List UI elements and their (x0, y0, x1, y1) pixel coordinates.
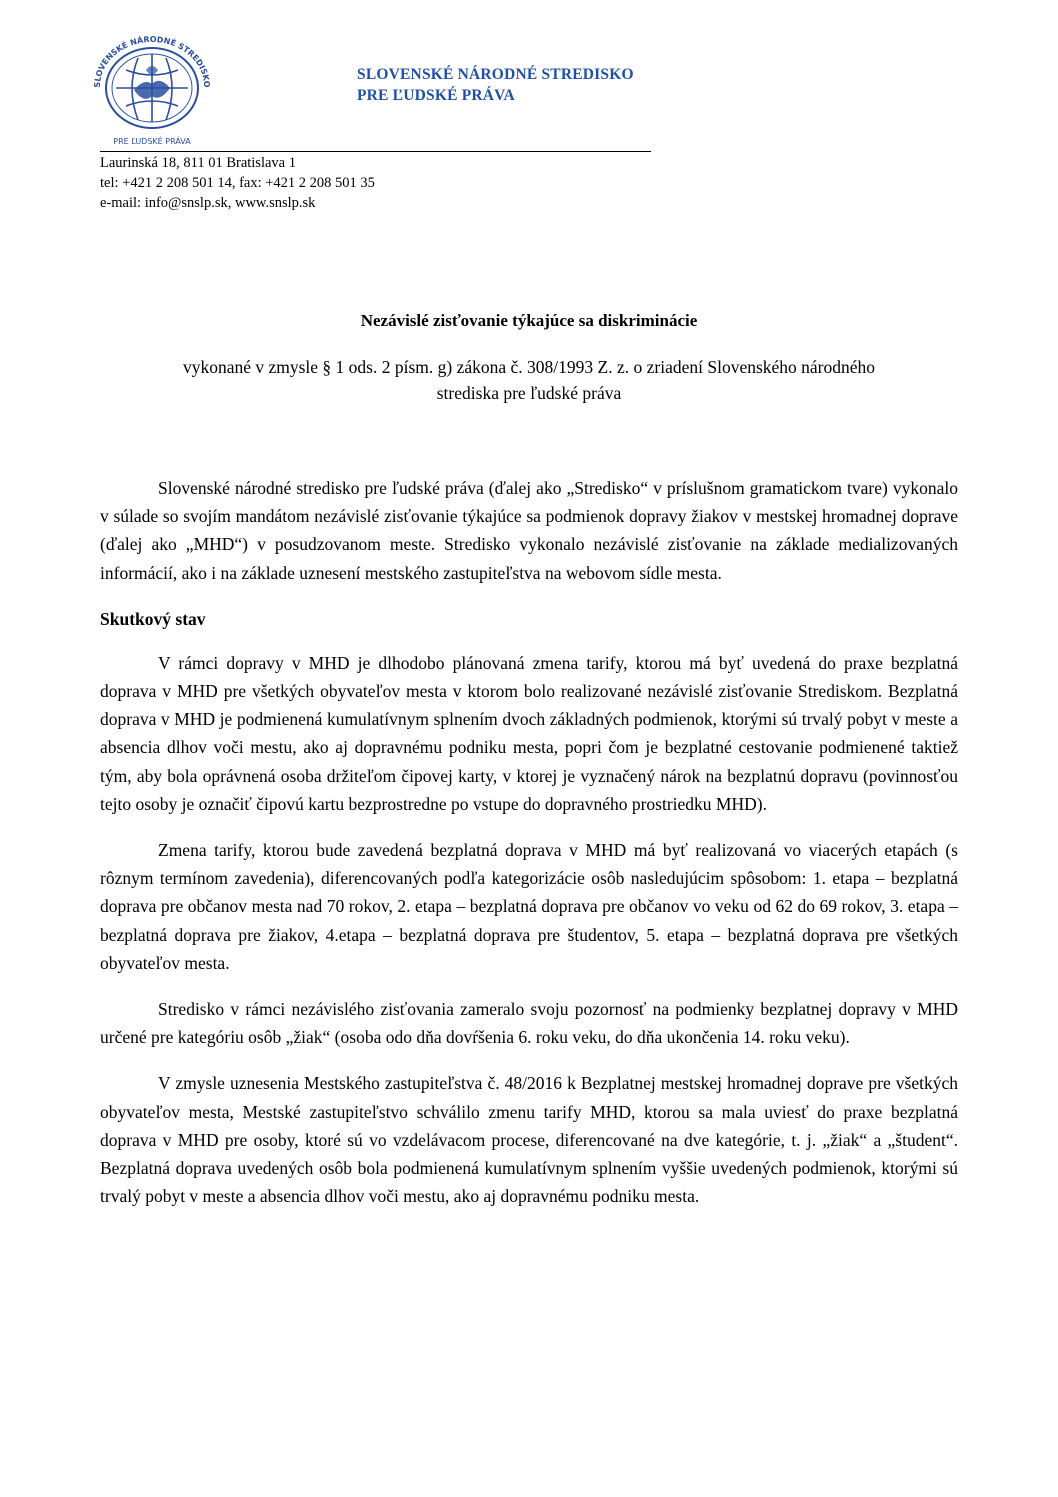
contact-email: e-mail: info@snslp.sk, www.snslp.sk (100, 195, 316, 211)
snslp-logo-graphic (86, 30, 218, 148)
intro-paragraph: Slovenské národné stredisko pre ľudské práva (ďalej ako „Stredisko“ v príslušnom gramatickom tvare) vykonalo v súlade so svojím mandátom nezávislé zisťovanie týkajúce sa podmienok dopravy žiakov v mestskej hromadnej doprave (ďalej ako „MHD“) v posudzovanom meste. Stredisko vykonalo nezávislé zisťovanie na základe medializovaných informácií, ako i na základe uznesení mestského zastupiteľstva na webovom sídle mesta. (100, 478, 958, 583)
snslp-logo (86, 30, 218, 148)
document-title: Nezávislé zisťovanie týkajúce sa diskriminácie (360, 311, 698, 330)
document-body (100, 474, 958, 1228)
organization-name (357, 64, 634, 106)
body-paragraph: V zmysle uznesenia Mestského zastupiteľstva č. 48/2016 k Bezplatnej mestskej hromadnej doprave pre všetkých obyvateľov mesta, Mestské zastupiteľstvo schválilo zmenu tarify MHD, ktorou sa mala uviesť do praxe bezplatná doprava v MHD pre osoby, ktoré sú vo vzdelávacom procese, diferencované na dve kategórie, t. j. „žiak“ a „študent“. Bezplatná doprava uvedených osôb bola podmienená kumulatívnym splnením vyššie uvedených podmienok, ktorými sú trvalý pobyt v meste a absencia dlhov voči mestu, ako aj dopravnému podniku mesta. (100, 1073, 958, 1207)
contact-block (100, 153, 375, 213)
section-heading: Skutkový stav (100, 608, 206, 629)
document-subtitle-line2: strediska pre ľudské práva (436, 383, 622, 403)
organization-name-line1: SLOVENSKÉ NÁRODNÉ STREDISKO (357, 66, 634, 83)
header-divider (100, 151, 651, 152)
document-subtitle (90, 354, 968, 406)
organization-name-line2: PRE ĽUDSKÉ PRÁVA (357, 87, 515, 104)
body-paragraph: V rámci dopravy v MHD je dlhodobo plánovaná zmena tarify, ktorou má byť uvedená do praxe bezplatná doprava v MHD pre všetkých obyvateľov mesta v ktorom bolo realizované nezávislé zisťovanie Strediskom. Bezplatná doprava v MHD je podmienená kumulatívnym splnením dvoch základných podmienok, ktorými sú trvalý pobyt v meste a absencia dlhov voči mestu, ako aj dopravnému podniku mesta, popri čom je bezplatné cestovanie podmienené taktiež tým, aby bola oprávnená osoba držiteľom čipovej karty, v ktorej je vyznačený nárok na bezplatnú dopravu (povinnosťou tejto osoby je označiť čipovú kartu bezprostredne po vstupe do dopravného prostriedku MHD). (100, 652, 958, 814)
logo-text-bottom: PRE ĽUDSKÉ PRÁVA (113, 137, 191, 146)
logo-text-top: SLOVENSKÉ NÁRODNÉ STREDISKO (92, 34, 212, 88)
contact-address: Laurinská 18, 811 01 Bratislava 1 (100, 155, 296, 171)
body-paragraph: Stredisko v rámci nezávislého zisťovania zameralo svoju pozornosť na podmienky bezplatnej dopravy v MHD určené pre kategóriu osôb „žiak“ (osoba odo dňa dovŕšenia 6. roku veku, do dňa ukončenia 14. roku veku). (100, 999, 958, 1048)
contact-phone: tel: +421 2 208 501 14, fax: +421 2 208 501 35 (100, 175, 375, 191)
body-paragraph: Zmena tarify, ktorou bude zavedená bezplatná doprava v MHD má byť realizovaná vo viacerých etapách (s rôznym termínom zavedenia), diferencovaných podľa kategorizácie osôb nasledujúcim spôsobom: 1. etapa – bezplatná doprava pre občanov mesta nad 70 rokov, 2. etapa – bezplatná doprava pre občanov vo veku od 62 do 69 rokov, 3. etapa – bezplatná doprava pre žiakov, 4.etapa – bezplatná doprava pre študentov, 5. etapa – bezplatná doprava pre všetkých obyvateľov mesta. (100, 840, 958, 973)
document-subtitle-line1: vykonané v zmysle § 1 ods. 2 písm. g) zákona č. 308/1993 Z. z. o zriadení Slovenského národného (182, 357, 876, 377)
